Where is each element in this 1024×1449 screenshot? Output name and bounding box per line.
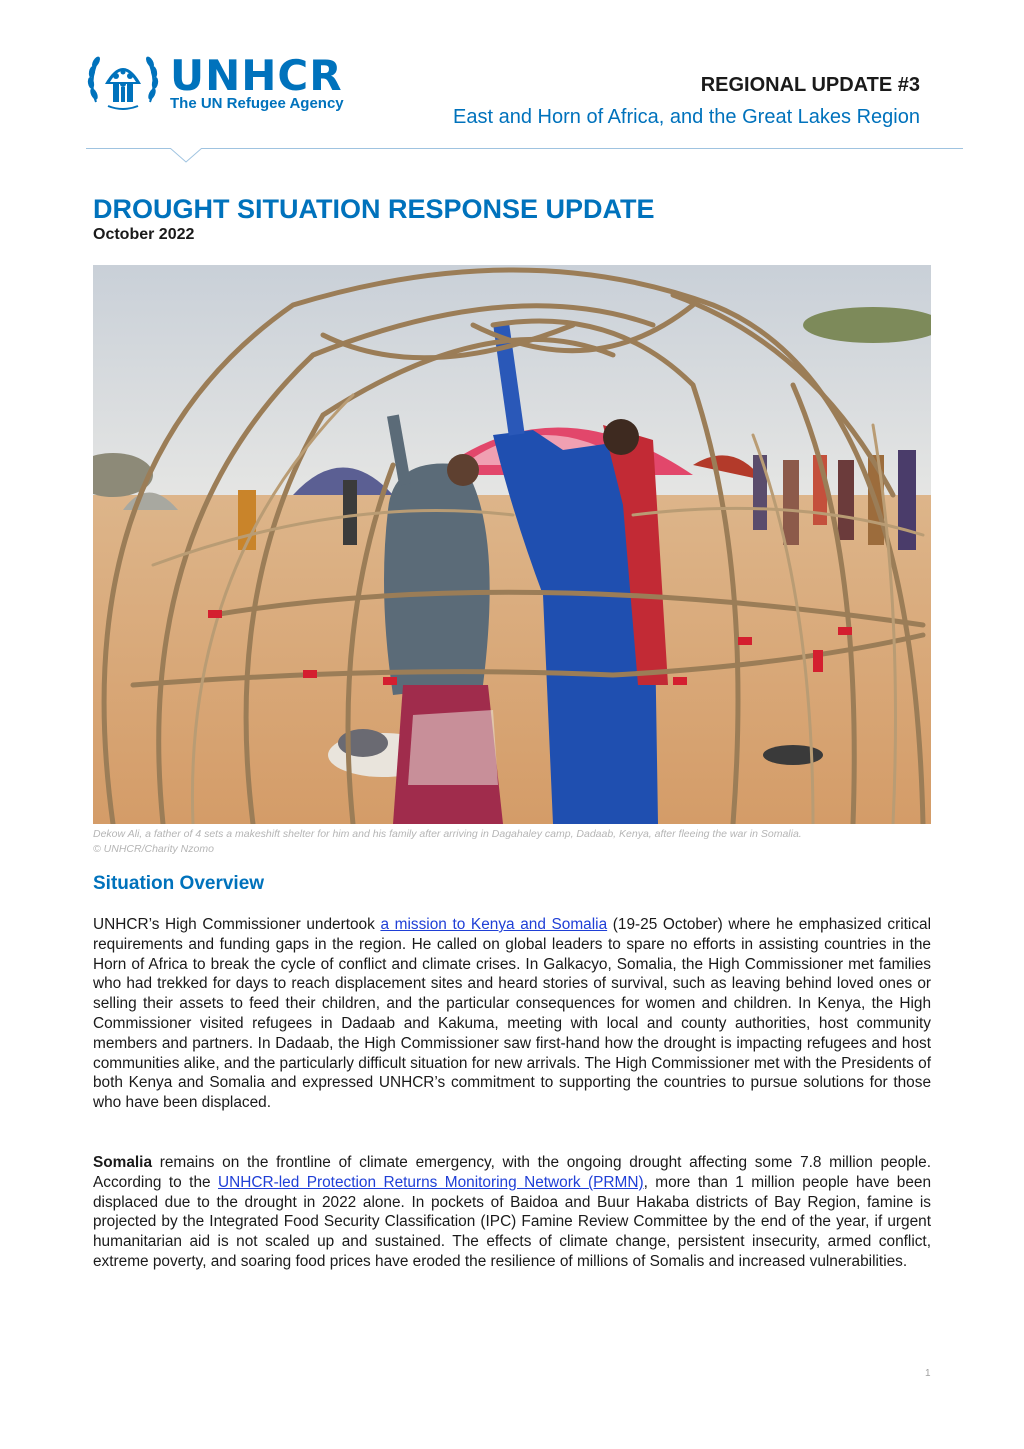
divider-notch — [170, 148, 202, 164]
mission-link[interactable]: a mission to Kenya and Somalia — [380, 916, 608, 933]
caption-text: Dekow Ali, a father of 4 sets a makeshift shelter for him and his family after arriving in Dagahaley camp, Dadaab, Kenya, after fleeing the war in Somalia. — [93, 828, 802, 840]
page-title: DROUGHT SITUATION RESPONSE UPDATE — [93, 194, 655, 224]
overview-paragraph — [93, 915, 931, 1113]
logo-wordmark: UNHCR — [170, 51, 343, 100]
report-date: October 2022 — [93, 226, 195, 243]
country-name: Somalia — [93, 1154, 153, 1171]
logo-tagline: The UN Refugee Agency — [170, 95, 344, 112]
photo-credit: © UNHCR/Charity Nzomo — [93, 843, 214, 855]
regional-update-label: REGIONAL UPDATE #3 — [700, 74, 920, 96]
paragraph-text: remains on the frontline of climate emergency, with the ongoing drought affecting some 7.8 million people. According to the — [93, 1154, 931, 1191]
cover-photo — [93, 265, 931, 824]
header-divider — [86, 148, 963, 149]
paragraph-text: , more than 1 million people have been displaced due to the drought in 2022 alone. In pockets of Baidoa and Buur Hakaba districts of Bay Region, famine is projected by the Integrated Food Security Classification (IPC) Famine Review Committee by the end of the year, if urgent humanitarian aid is not scaled up and sustained. The effects of climate change, persistent insecurity, armed conflict, extreme poverty, and soaring food prices have eroded the resilience of millions of Somalis and increased vulnerabilities. — [93, 1173, 932, 1270]
page-number: 1 — [925, 1368, 931, 1379]
section-heading: Situation Overview — [93, 873, 265, 894]
paragraph-text: (19-25 October) where he emphasized critical requirements and funding gaps in the region. He called on global leaders to spare no efforts in assisting countries in the Horn of Africa to break the cycle of conflict and climate crises. In Galkacyo, Somalia, the High Commissioner met families who had trekked for days to reach displacement sites and heard stories of survival, such as leaving behind loved ones or selling their assets to feed their children, and the particular consequences for women and children. In Kenya, the High Commissioner visited refugees in Dadaab and Kakuma, meeting with local and county authorities, host community members and partners. In Dadaab, the High Commissioner saw first-hand how the drought is impacting refugees and host communities alike, and the particularly difficult situation for new arrivals. The High Commissioner met with the Presidents of both Kenya and Somalia and expressed UNHCR’s commitment to supporting the countries to pursue solutions for those who have been displaced. — [93, 916, 931, 1112]
paragraph-text: UNHCR’s High Commissioner undertook — [93, 916, 381, 933]
somalia-paragraph — [93, 1153, 931, 1272]
laurel-emblem-icon — [86, 50, 160, 112]
region-subtitle: East and Horn of Africa, and the Great Lakes Region — [453, 106, 920, 128]
photo-caption — [93, 827, 933, 857]
prmn-link[interactable]: UNHCR-led Protection Returns Monitoring Network (PRMN) — [218, 1173, 644, 1191]
unhcr-logo — [86, 50, 356, 112]
